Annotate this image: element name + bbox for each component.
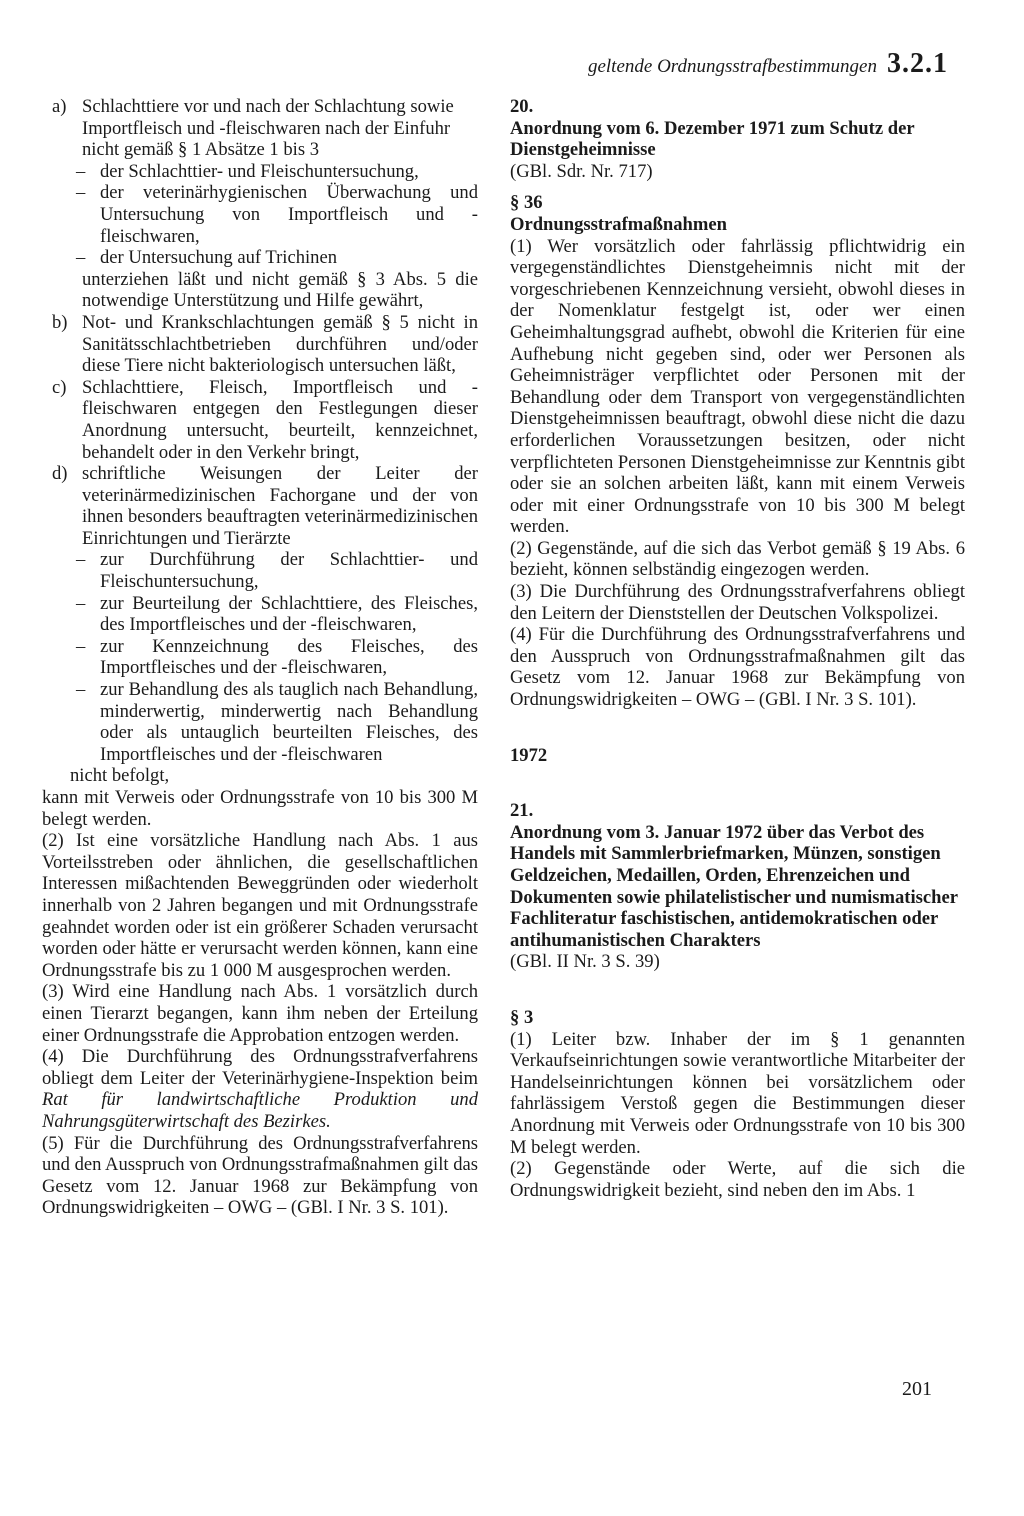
year-heading: 1972: [510, 744, 548, 766]
dash-text: der veterinärhygienischen Überwachung und Untersuchung von Importfleisch und -fleischwaren,: [100, 182, 478, 247]
item-label: c): [52, 376, 67, 398]
dash-item: – zur Durchführung der Schlachttier- und Fleischuntersuchung,: [76, 549, 478, 593]
dash-text: der Schlachttier- und Fleischuntersuchung,: [100, 160, 419, 182]
penalty-clause: kann mit Verweis oder Ordnungsstrafe von 10 bis 300 M belegt werden.: [42, 787, 478, 830]
list-item-c: [42, 377, 478, 463]
paragraph-3-2: (2) Gegenstände oder Werte, auf die sich die Ordnungswidrigkeit bezieht, sind neben den im Abs. 1: [510, 1158, 965, 1201]
dash-text: zur Durchführung der Schlachttier- und Fleischuntersuchung,: [100, 549, 478, 593]
list-item-d: [42, 463, 478, 549]
paragraph-36-2: (2) Gegenstände, auf die sich das Verbot gemäß § 19 Abs. 6 bezieht, können selbständig eingezogen werden.: [510, 537, 965, 581]
paragraph-36-4: (4) Für die Durchführung des Ordnungsstrafverfahrens und den Ausspruch von Ordnungsstrafmaßnahmen gilt das Gesetz vom 12. Januar 1968 zur Bekämpfung von Ordnungswidrigkeiten – OWG – (GBl. I Nr. 3 S. 101).: [510, 624, 965, 711]
section-21-title: Anordnung vom 3. Januar 1972 über das Verbot des Handels mit Sammlerbriefmarken, Münzen, sonstigen Geldzeichen, Medaillen, Orden, Ehrenzeichen und Dokumenten sowie philatelistischer und numismatischer Fachliteratur faschistischen, antidemokratischen oder antihumanistischen Charakters: [510, 821, 958, 951]
paragraph-36-1: (1) Wer vorsätzlich oder fahrlässig pflichtwidrig ein vergegenständlichtes Dienstgeheimnis nicht mit der vorgeschriebenen Kennzeichnung versieht, obwohl dieses in der Nomenklatur festgelgt ist, oder wer einen Geheimhaltungsgrad aufhebt, obwohl die Kriterien für eine Aufhebung nicht gegeben sind, oder wer Personen als Geheimnisträger verpflichtet oder Personen mit der Behandlung oder dem Transport von vergegenständlichten Dienstgeheimnissen beauftragt, obwohl diese nicht die dazu erforderlichen Voraussetzungen besitzen, oder nicht verpflichteten Personen Dienstgeheimnisse zur Kenntnis gibt oder sie an solchen arbeiten läßt, kann mit einem Verweis oder mit einer Ordnungsstrafe von 10 bis 300 M belegt werden.: [510, 235, 965, 538]
paragraph-2: (2) Ist eine vorsätzliche Handlung nach Abs. 1 aus Vorteilsstreben oder ähnlichen, die gesellschaftlichen Interessen mißachtenden Beweggründen oder wiederholt innerhalb von 2 Jahren begangen und mit Ordnungsstrafe geahndet worden oder ist ein größerer Schaden verursacht worden oder hätte er verursacht werden können, kann eine Ordnungsstrafe bis zu 1 000 M ausgesprochen werden.: [42, 830, 478, 981]
running-title: geltende Ordnungsstrafbestimmungen: [587, 56, 877, 77]
section-20-number: 20.: [510, 96, 534, 117]
page-number: 201: [902, 1378, 932, 1400]
dash-text: zur Behandlung des als tauglich nach Behandlung, minderwertig, minderwertig nach Behandlung oder als untauglich beurteilten Fleisches, des Importfleisches und der -fleischwaren: [100, 679, 478, 765]
running-header: [588, 48, 948, 80]
dash-text: der Untersuchung auf Trichinen: [100, 247, 338, 269]
section-21-reference: (GBl. II Nr. 3 S. 39): [510, 951, 660, 973]
item-label: d): [52, 463, 68, 485]
section-21-number: 21.: [510, 800, 534, 822]
paragraph-3: (3) Wird eine Handlung nach Abs. 1 vorsätzlich durch einen Tierarzt begangen, kann ihm neben der Erteilung einer Ordnungsstrafe die Approbation entzogen werden.: [42, 981, 478, 1046]
paragraph-3-number: § 3: [510, 1006, 534, 1028]
dash-item: – zur Beurteilung der Schlachttiere, des Fleisches, des Importfleisches und der -fleischwaren,: [76, 592, 478, 636]
dash-item: – der Untersuchung auf Trichinen: [42, 247, 478, 269]
paragraph-5: (5) Für die Durchführung des Ordnungsstrafverfahrens und den Ausspruch von Ordnungsstrafmaßnahmen gilt das Gesetz vom 12. Januar 1968 zur Bekämpfung von Ordnungswidrigkeiten – OWG – (GBl. I Nr. 3 S. 101).: [42, 1132, 478, 1219]
dash-item: – der Schlachttier- und Fleischuntersuchung,: [42, 161, 478, 183]
dash-text: zur Beurteilung der Schlachttiere, des Fleisches, des Importfleisches und der -fleischwaren,: [100, 592, 478, 636]
paragraph-36-title: Ordnungsstrafmaßnahmen: [510, 213, 727, 235]
item-a-tail: unterziehen läßt und nicht gemäß § 3 Abs. 5 die notwendige Unterstützung und Hilfe gewährt,: [82, 268, 478, 312]
list-item-a: [42, 96, 478, 161]
item-label: b): [52, 311, 68, 333]
item-label: a): [52, 96, 67, 117]
list-item-b: [42, 312, 478, 377]
right-column: [510, 96, 965, 1201]
paragraph-4-text: (4) Die Durchführung des Ordnungsstrafverfahrens obliegt dem Leiter der Veterinärhygiene-Inspektion beim: [42, 1046, 478, 1089]
item-b-text: Not- und Krankschlachtungen gemäß § 5 nicht in Sanitätsschlachtbetrieben durchführen und/oder diese Tiere nicht bakteriologisch untersuchen läßt,: [82, 311, 478, 377]
paragraph-4-authority: Rat für landwirtschaftliche Produktion und Nahrungsgüterwirtschaft des Bezirkes.: [42, 1089, 478, 1132]
dash-item: – zur Kennzeichnung des Fleisches, des Importfleisches und der -fleischwaren,: [76, 635, 478, 679]
item-a-line: Importfleisch und -fleischwaren nach der Einfuhr: [82, 117, 451, 139]
section-20-title: Anordnung vom 6. Dezember 1971 zum Schutz der Dienstgeheimnisse: [510, 117, 915, 161]
item-a-line: Schlachttiere vor und nach der Schlachtung sowie: [82, 96, 454, 117]
paragraph-4: [42, 1046, 478, 1132]
item-d-tail: nicht befolgt,: [70, 765, 170, 787]
paragraph-3-1: (1) Leiter bzw. Inhaber der im § 1 genannten Verkaufseinrichtungen sowie verantwortliche Mitarbeiter der Handelseinrichtungen können bei vorsätzlichem oder fahrlässigem Verstoß gegen die Bestimmungen dieser Anordnung mit Verweis oder Ordnungsstrafe von 10 bis 300 M belegt werden.: [510, 1028, 965, 1158]
item-c-text: Schlachttiere, Fleisch, Importfleisch und -fleischwaren entgegen den Festlegungen dieser Anordnung untersucht, beurteilt, kennzeichnet, behandelt oder in den Verkehr bringt,: [82, 376, 478, 463]
paragraph-36-number: § 36: [510, 192, 543, 214]
item-d-text: schriftliche Weisungen der Leiter der veterinärmedizinischen Fachorgane und der von ihnen besonders beauftragten veterinärmedizinischen Einrichtungen und Tierärzte: [82, 463, 478, 549]
item-a-line: nicht gemäß § 1 Absätze 1 bis 3: [82, 139, 320, 161]
dash-text: zur Kennzeichnung des Fleisches, des Importfleisches und der -fleischwaren,: [100, 635, 478, 679]
paragraph-36-3: (3) Die Durchführung des Ordnungsstrafverfahrens obliegt den Leitern der Dienststellen der Deutschen Volkspolizei.: [510, 581, 965, 624]
dash-item: – zur Behandlung des als tauglich nach Behandlung, minderwertig, minderwertig nach Behandlung oder als untauglich beurteilten Fleisches, des Importfleisches und der -fleischwaren: [76, 679, 478, 765]
section-20-reference: (GBl. Sdr. Nr. 717): [510, 160, 653, 182]
section-code: 3.2.1: [887, 48, 948, 79]
left-column: [42, 96, 478, 1219]
dash-item: – der veterinärhygienischen Überwachung und Untersuchung von Importfleisch und -fleischwaren,: [76, 182, 478, 247]
